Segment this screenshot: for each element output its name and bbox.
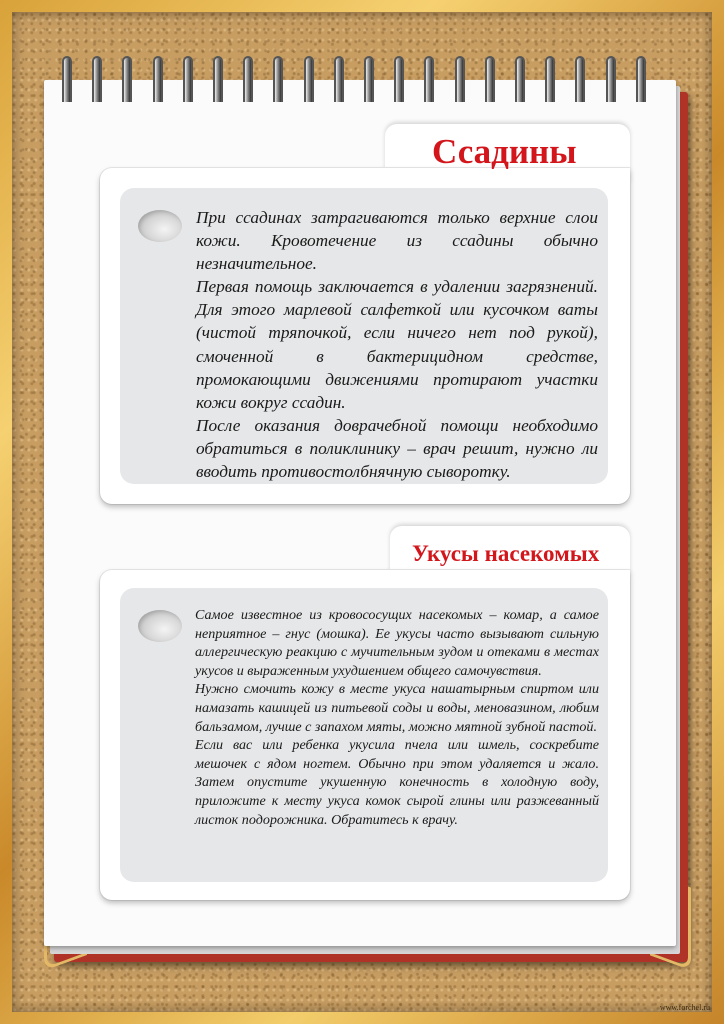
spiral-ring [211, 56, 225, 104]
spiral-ring [271, 56, 285, 104]
paragraph: Нужно смочить кожу в месте укуса нашатырным спиртом или намазать кашицей из питьевой соды и воды, меновазином, любим бальзамом, лучше с запахом мяты, можно мятной зубной пастой. [195, 681, 599, 735]
spiral-ring [422, 56, 436, 104]
spiral-ring [60, 56, 74, 104]
spiral-ring [90, 56, 104, 104]
section-title-abrasions: Ссадины [432, 132, 577, 171]
bubble-icon [138, 210, 182, 242]
section-text-insect-bites [195, 606, 599, 829]
spiral-ring [392, 56, 406, 104]
paragraph: Если вас или ребенка укусила пчела или шмель, соскребите мешочек с ядом ногтем. Обычно при этом удаляется и жало. Затем опустите укушенную конечность в холодную воду, приложите к месту укуса комок сырой глины или разжеванный листок подорожника. Обратитесь к врачу. [195, 737, 599, 828]
section-text-abrasions [196, 206, 598, 483]
spiral-ring [604, 56, 618, 104]
spiral-ring [543, 56, 557, 104]
website-label: www.forchel.ru [659, 1003, 710, 1012]
spiral-ring [513, 56, 527, 104]
spiral-ring [241, 56, 255, 104]
spiral-ring [453, 56, 467, 104]
paragraph: Первая помощь заключается в удалении загрязнений. Для этого марлевой салфеткой или кусочком ваты (чистой тряпочкой, если ничего нет под рукой), смоченной в бактерицидном средстве, промокающими движениями протирают участки кожи вокруг ссадин. [196, 277, 598, 412]
spiral-ring [332, 56, 346, 104]
spiral-ring [302, 56, 316, 104]
spiral-ring [120, 56, 134, 104]
spiral-ring [483, 56, 497, 104]
spiral-ring [634, 56, 648, 104]
section-title-insect-bites: Укусы насекомых [412, 541, 600, 566]
paragraph: Самое известное из кровососущих насекомых – комар, а самое неприятное – гнус (мошка). Ее укусы часто вызывают сильную аллергическую реакцию с мучительным зудом и отеками в местах укусов и выраженным ухудшением общего самочувствия. [195, 607, 599, 679]
paragraph: При ссадинах затрагиваются только верхние слои кожи. Кровотечение из ссадины обычно незначительное. [196, 208, 598, 274]
spiral-ring [151, 56, 165, 104]
paragraph: После оказания доврачебной помощи необходимо обратиться в поликлинику – врач решит, нужно ли вводить противостолбнячную сыворотку. [196, 415, 598, 482]
spiral-ring [362, 56, 376, 104]
spiral-ring [573, 56, 587, 104]
bubble-icon [138, 610, 182, 642]
spiral-binding [60, 56, 660, 106]
spiral-ring [181, 56, 195, 104]
